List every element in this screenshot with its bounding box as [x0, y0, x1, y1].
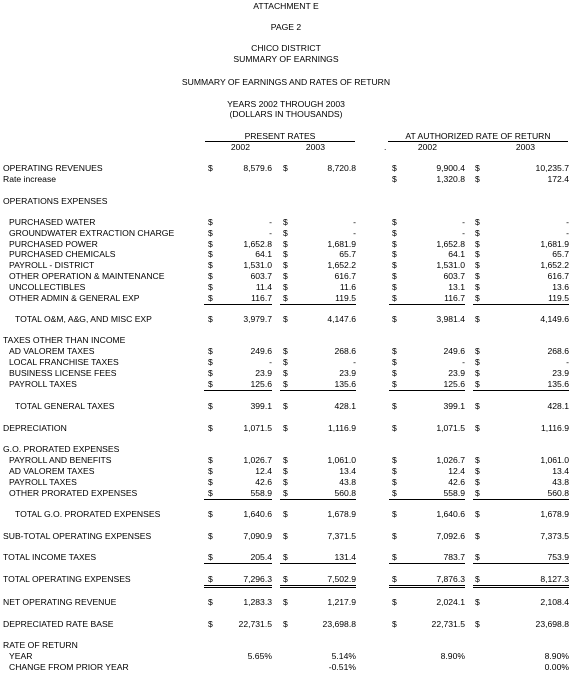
currency-sign: $	[392, 346, 397, 356]
row-label: OPERATING REVENUES	[3, 163, 103, 173]
currency-sign: $	[392, 271, 397, 281]
value-cell: 1,681.9	[540, 239, 569, 249]
table-row	[0, 379, 572, 390]
currency-sign: $	[283, 368, 288, 378]
page-number: PAGE 2	[270, 22, 302, 32]
value-cell: 616.7	[334, 271, 356, 281]
currency-sign: $	[475, 346, 480, 356]
group-present-rates: PRESENT RATES	[205, 131, 355, 142]
value-cell: 249.6	[250, 346, 272, 356]
currency-sign: $	[475, 531, 480, 541]
table-row	[0, 651, 572, 662]
currency-sign: $	[392, 174, 397, 184]
currency-sign: $	[392, 228, 397, 238]
row-label: DEPRECIATION	[3, 423, 67, 433]
group-authorized-rate: AT AUTHORIZED RATE OF RETURN	[388, 131, 568, 142]
value-cell: 1,652.8	[436, 239, 465, 249]
currency-sign: $	[392, 282, 397, 292]
currency-sign: $	[283, 346, 288, 356]
value-cell: 23.9	[255, 368, 272, 378]
table-row	[0, 552, 572, 563]
currency-sign: $	[475, 163, 480, 173]
value-cell: -	[269, 357, 272, 367]
value-cell: 116.7	[444, 293, 465, 303]
value-cell: -	[566, 357, 569, 367]
value-cell: 4,149.6	[540, 314, 569, 324]
value-cell: 8.90%	[440, 651, 465, 661]
value-cell: 7,373.5	[540, 531, 569, 541]
value-cell: 172.4	[547, 174, 569, 184]
table-row	[0, 574, 572, 585]
table-row	[0, 488, 572, 499]
row-label: TOTAL O&M, A&G, AND MISC EXP	[15, 314, 152, 324]
row-label: G.O. PRORATED EXPENSES	[3, 444, 120, 454]
value-cell: 753.9	[547, 552, 569, 562]
currency-sign: $	[283, 271, 288, 281]
value-cell: 1,652.2	[327, 260, 356, 270]
value-cell: 119.5	[548, 293, 569, 303]
row-label: PURCHASED WATER	[9, 217, 96, 227]
currency-sign: $	[392, 488, 397, 498]
currency-sign: $	[392, 314, 397, 324]
value-cell: 131.4	[334, 552, 356, 562]
value-cell: 23.9	[552, 368, 569, 378]
currency-sign: $	[392, 455, 397, 465]
value-cell: 616.7	[547, 271, 569, 281]
currency-sign: $	[392, 357, 397, 367]
row-label: UNCOLLECTIBLES	[9, 282, 86, 292]
currency-sign: $	[392, 260, 397, 270]
currency-sign: $	[208, 260, 213, 270]
row-label: PAYROLL TAXES	[9, 477, 77, 487]
column-year-3: 2002	[417, 142, 437, 152]
currency-sign: $	[392, 379, 397, 389]
value-cell: 2,108.4	[540, 597, 569, 607]
value-cell: 7,090.9	[243, 531, 272, 541]
value-cell: 43.8	[552, 477, 569, 487]
value-cell: 783.7	[443, 552, 465, 562]
value-cell: 1,071.5	[436, 423, 465, 433]
value-cell: 3,981.4	[436, 314, 465, 324]
value-cell: 1,320.8	[436, 174, 465, 184]
currency-sign: $	[283, 228, 288, 238]
value-cell: 1,061.0	[327, 455, 356, 465]
currency-sign: $	[208, 619, 213, 629]
value-cell: 1,071.5	[243, 423, 272, 433]
value-cell: 603.7	[250, 271, 272, 281]
table-row	[0, 509, 572, 520]
currency-sign: $	[392, 401, 397, 411]
table-row	[0, 597, 572, 608]
currency-sign: $	[283, 488, 288, 498]
value-cell: -	[353, 357, 356, 367]
currency-sign: $	[208, 509, 213, 519]
value-cell: 1,681.9	[327, 239, 356, 249]
row-label: Rate increase	[3, 174, 57, 184]
value-cell: 11.4	[255, 282, 272, 292]
value-cell: 64.1	[448, 249, 465, 259]
table-row	[0, 357, 572, 368]
value-cell: 11.6	[339, 282, 356, 292]
table-row	[0, 619, 572, 630]
currency-sign: $	[475, 423, 480, 433]
currency-sign: $	[392, 249, 397, 259]
value-cell: 268.6	[334, 346, 356, 356]
year-range: YEARS 2002 THROUGH 2003	[227, 99, 345, 109]
row-label: CHANGE FROM PRIOR YEAR	[9, 662, 129, 672]
value-cell: 205.4	[250, 552, 272, 562]
value-cell: -	[462, 217, 465, 227]
currency-sign: $	[283, 217, 288, 227]
row-label: TOTAL OPERATING EXPENSES	[3, 574, 131, 584]
row-label: OTHER ADMIN & GENERAL EXP	[9, 293, 140, 303]
currency-sign: $	[475, 368, 480, 378]
currency-sign: $	[392, 368, 397, 378]
value-cell: 1,531.0	[436, 260, 465, 270]
currency-sign: $	[208, 249, 213, 259]
value-cell: 8,127.3	[540, 574, 569, 584]
value-cell: 3,979.7	[243, 314, 272, 324]
value-cell: 8,579.6	[243, 163, 272, 173]
row-label: GROUNDWATER EXTRACTION CHARGE	[9, 228, 175, 238]
table-row	[0, 282, 572, 293]
currency-sign: $	[475, 260, 480, 270]
currency-sign: $	[392, 574, 397, 584]
table-row	[0, 401, 572, 412]
value-cell: 1,283.3	[243, 597, 272, 607]
table-row	[0, 293, 572, 304]
currency-sign: $	[208, 401, 213, 411]
table-row	[0, 662, 572, 673]
currency-sign: $	[208, 293, 213, 303]
value-cell: 4,147.6	[327, 314, 356, 324]
value-cell: 12.4	[255, 466, 272, 476]
table-row	[0, 466, 572, 477]
value-cell: 5.14%	[331, 651, 356, 661]
currency-sign: $	[208, 282, 213, 292]
value-cell: -	[462, 228, 465, 238]
value-cell: 10,235.7	[535, 163, 569, 173]
value-cell: 428.1	[334, 401, 356, 411]
currency-sign: $	[283, 314, 288, 324]
currency-sign: $	[208, 488, 213, 498]
value-cell: 603.7	[443, 271, 465, 281]
value-cell: 558.9	[250, 488, 272, 498]
currency-sign: $	[208, 477, 213, 487]
value-cell: 1,640.6	[436, 509, 465, 519]
currency-sign: $	[475, 466, 480, 476]
value-cell: 13.1	[448, 282, 465, 292]
table-row	[0, 444, 572, 455]
column-year-2: 2003	[305, 142, 325, 152]
value-cell: -	[566, 217, 569, 227]
value-cell: 13.4	[552, 466, 569, 476]
value-cell: -0.51%	[328, 662, 356, 672]
value-cell: 7,092.6	[436, 531, 465, 541]
table-row	[0, 368, 572, 379]
value-cell: 8.90%	[544, 651, 569, 661]
currency-sign: $	[208, 228, 213, 238]
attachment-label: ATTACHMENT E	[253, 1, 319, 11]
currency-sign: $	[475, 619, 480, 629]
value-cell: 13.6	[552, 282, 569, 292]
row-label: PAYROLL - DISTRICT	[9, 260, 95, 270]
currency-sign: $	[475, 552, 480, 562]
value-cell: -	[353, 217, 356, 227]
currency-sign: $	[392, 531, 397, 541]
currency-sign: $	[208, 163, 213, 173]
currency-sign: $	[208, 379, 213, 389]
currency-sign: $	[283, 477, 288, 487]
value-cell: 1,678.9	[540, 509, 569, 519]
value-cell: 135.6	[547, 379, 569, 389]
value-cell: -	[269, 217, 272, 227]
currency-sign: $	[475, 401, 480, 411]
currency-sign: $	[283, 597, 288, 607]
currency-sign: $	[283, 574, 288, 584]
currency-sign: $	[283, 239, 288, 249]
currency-sign: $	[283, 423, 288, 433]
value-cell: 560.8	[334, 488, 356, 498]
value-cell: 7,371.5	[327, 531, 356, 541]
table-row	[0, 531, 572, 542]
row-label: RATE OF RETURN	[3, 640, 78, 650]
value-cell: 1,116.9	[327, 423, 356, 433]
row-label: AD VALOREM TAXES	[9, 466, 95, 476]
table-row	[0, 335, 572, 346]
report-title: SUMMARY OF EARNINGS	[233, 54, 339, 64]
value-cell: 22,731.5	[431, 619, 465, 629]
currency-sign: $	[475, 357, 480, 367]
currency-sign: $	[475, 282, 480, 292]
row-label: AD VALOREM TAXES	[9, 346, 95, 356]
row-label: TAXES OTHER THAN INCOME	[3, 335, 126, 345]
district-name: CHICO DISTRICT	[251, 43, 321, 53]
value-cell: 1,116.9	[540, 423, 569, 433]
report-subtitle: SUMMARY OF EARNINGS AND RATES OF RETURN	[181, 77, 391, 87]
value-cell: 42.6	[448, 477, 465, 487]
row-label: PAYROLL TAXES	[9, 379, 77, 389]
value-cell: 23.9	[448, 368, 465, 378]
currency-sign: $	[283, 260, 288, 270]
currency-sign: $	[283, 163, 288, 173]
currency-sign: $	[392, 552, 397, 562]
currency-sign: $	[475, 455, 480, 465]
value-cell: 9,900.4	[436, 163, 465, 173]
value-cell: -	[462, 357, 465, 367]
value-cell: 1,640.6	[243, 509, 272, 519]
table-row	[0, 346, 572, 357]
value-cell: 2,024.1	[436, 597, 465, 607]
currency-sign: $	[475, 379, 480, 389]
currency-sign: $	[392, 293, 397, 303]
value-cell: 43.8	[339, 477, 356, 487]
value-cell: 7,876.3	[436, 574, 465, 584]
row-label: NET OPERATING REVENUE	[3, 597, 117, 607]
value-cell: 560.8	[547, 488, 569, 498]
value-cell: 0.00%	[544, 662, 569, 672]
table-row	[0, 477, 572, 488]
currency-sign: $	[475, 574, 480, 584]
value-cell: 1,678.9	[327, 509, 356, 519]
currency-sign: $	[208, 357, 213, 367]
currency-sign: $	[208, 346, 213, 356]
value-cell: -	[566, 228, 569, 238]
value-cell: 13.4	[339, 466, 356, 476]
value-cell: 7,296.3	[243, 574, 272, 584]
value-cell: 1,531.0	[243, 260, 272, 270]
currency-sign: $	[475, 217, 480, 227]
row-label: SUB-TOTAL OPERATING EXPENSES	[3, 531, 152, 541]
row-label: OTHER PRORATED EXPENSES	[9, 488, 138, 498]
currency-sign: $	[283, 455, 288, 465]
value-cell: -	[269, 228, 272, 238]
value-cell: 125.6	[250, 379, 272, 389]
currency-sign: $	[475, 239, 480, 249]
value-cell: 23,698.8	[535, 619, 569, 629]
table-row	[0, 249, 572, 260]
value-cell: 399.1	[250, 401, 272, 411]
row-label: PURCHASED CHEMICALS	[9, 249, 116, 259]
value-cell: 119.5	[335, 293, 356, 303]
value-cell: 1,026.7	[436, 455, 465, 465]
value-cell: 135.6	[334, 379, 356, 389]
row-label: YEAR	[9, 651, 33, 661]
row-label: TOTAL INCOME TAXES	[3, 552, 97, 562]
table-row	[0, 640, 572, 651]
value-cell: 249.6	[443, 346, 465, 356]
row-label: PAYROLL AND BENEFITS	[9, 455, 112, 465]
value-cell: 23,698.8	[322, 619, 356, 629]
value-cell: 399.1	[443, 401, 465, 411]
column-year-1: 2002	[230, 142, 250, 152]
row-label: BUSINESS LICENSE FEES	[9, 368, 117, 378]
currency-sign: $	[283, 509, 288, 519]
table-row	[0, 423, 572, 434]
currency-sign: $	[283, 379, 288, 389]
currency-sign: $	[475, 488, 480, 498]
value-cell: 64.1	[255, 249, 272, 259]
table-row	[0, 271, 572, 282]
table-row	[0, 174, 572, 185]
currency-sign: $	[392, 163, 397, 173]
currency-sign: $	[208, 552, 213, 562]
value-cell: 1,061.0	[540, 455, 569, 465]
currency-sign: $	[475, 509, 480, 519]
currency-sign: $	[392, 423, 397, 433]
currency-sign: $	[392, 619, 397, 629]
row-label: TOTAL GENERAL TAXES	[15, 401, 115, 411]
value-cell: 125.6	[443, 379, 465, 389]
currency-sign: $	[283, 619, 288, 629]
currency-sign: $	[208, 239, 213, 249]
currency-sign: $	[208, 271, 213, 281]
value-cell: 1,217.9	[327, 597, 356, 607]
row-label: PURCHASED POWER	[9, 239, 98, 249]
currency-sign: $	[475, 174, 480, 184]
column-year-4: 2003	[515, 142, 535, 152]
value-cell: 116.7	[251, 293, 272, 303]
currency-sign: $	[283, 293, 288, 303]
currency-sign: $	[208, 466, 213, 476]
value-cell: 1,652.2	[540, 260, 569, 270]
currency-sign: $	[475, 477, 480, 487]
value-cell: 5.65%	[247, 651, 272, 661]
currency-sign: $	[475, 271, 480, 281]
currency-sign: $	[475, 249, 480, 259]
value-cell: 8,720.8	[327, 163, 356, 173]
table-row	[0, 260, 572, 271]
row-label: LOCAL FRANCHISE TAXES	[9, 357, 119, 367]
table-row	[0, 163, 572, 174]
currency-sign: $	[283, 249, 288, 259]
value-cell: 42.6	[255, 477, 272, 487]
currency-sign: $	[392, 239, 397, 249]
currency-sign: $	[392, 597, 397, 607]
row-label: OPERATIONS EXPENSES	[3, 196, 108, 206]
value-cell: 12.4	[448, 466, 465, 476]
currency-sign: $	[283, 282, 288, 292]
currency-sign: $	[208, 455, 213, 465]
currency-sign: $	[475, 293, 480, 303]
currency-sign: $	[475, 597, 480, 607]
currency-sign: $	[208, 574, 213, 584]
table-row	[0, 217, 572, 228]
currency-sign: $	[283, 401, 288, 411]
table-row	[0, 455, 572, 466]
currency-sign: $	[208, 597, 213, 607]
currency-sign: $	[208, 531, 213, 541]
value-cell: 1,026.7	[243, 455, 272, 465]
value-cell: 1,652.8	[243, 239, 272, 249]
currency-sign: $	[475, 314, 480, 324]
units-note: (DOLLARS IN THOUSANDS)	[229, 109, 343, 119]
currency-sign: $	[392, 509, 397, 519]
value-cell: 65.7	[552, 249, 569, 259]
currency-sign: $	[208, 423, 213, 433]
row-label: OTHER OPERATION & MAINTENANCE	[9, 271, 165, 281]
value-cell: 22,731.5	[238, 619, 272, 629]
currency-sign: $	[475, 228, 480, 238]
table-row	[0, 228, 572, 239]
currency-sign: $	[283, 466, 288, 476]
table-row	[0, 314, 572, 325]
value-cell: 65.7	[339, 249, 356, 259]
currency-sign: $	[392, 217, 397, 227]
value-cell: 558.9	[443, 488, 465, 498]
column-marker: .	[384, 142, 387, 152]
row-label: TOTAL G.O. PRORATED EXPENSES	[15, 509, 161, 519]
value-cell: 268.6	[547, 346, 569, 356]
currency-sign: $	[283, 531, 288, 541]
currency-sign: $	[208, 314, 213, 324]
value-cell: 7,502.9	[327, 574, 356, 584]
value-cell: 23.9	[339, 368, 356, 378]
currency-sign: $	[208, 217, 213, 227]
currency-sign: $	[208, 368, 213, 378]
row-label: DEPRECIATED RATE BASE	[3, 619, 114, 629]
currency-sign: $	[283, 552, 288, 562]
value-cell: 428.1	[547, 401, 569, 411]
value-cell: -	[353, 228, 356, 238]
currency-sign: $	[283, 357, 288, 367]
currency-sign: $	[392, 477, 397, 487]
table-row	[0, 196, 572, 207]
currency-sign: $	[392, 466, 397, 476]
